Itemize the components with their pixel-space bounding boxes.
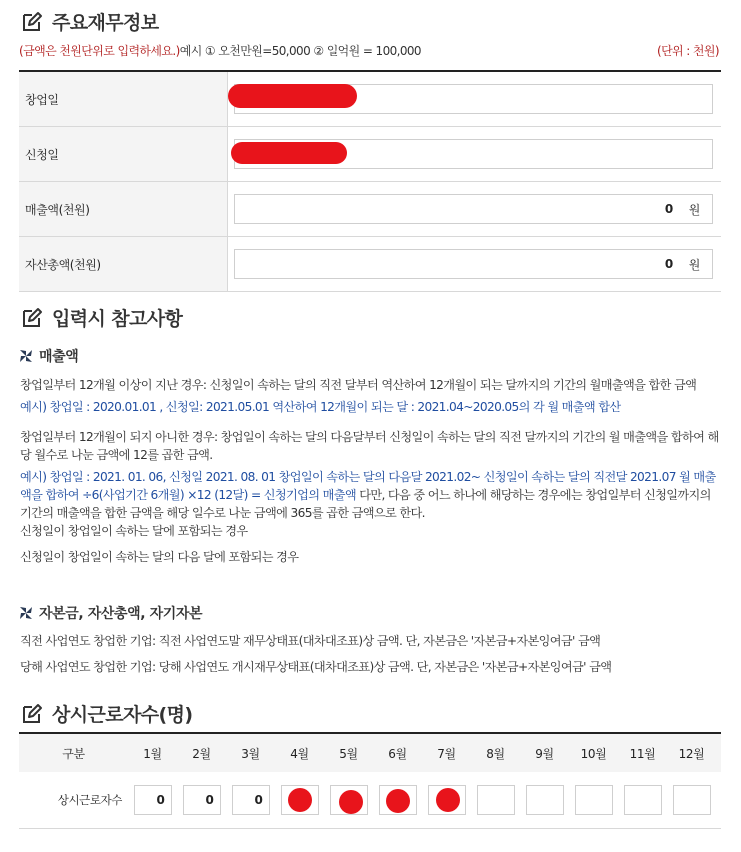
capital-rules: [20, 632, 725, 676]
redaction-mark: [339, 790, 363, 814]
row-application-date: [19, 127, 721, 182]
column-header: 3월: [241, 746, 260, 761]
founding-date-input[interactable]: [234, 84, 713, 114]
case-1: 신청일이 창업일이 속하는 달에 포함되는 경우: [20, 524, 248, 538]
sales-rule-1: [20, 376, 725, 416]
section-title-financial: [20, 8, 159, 35]
row-total-assets: [19, 237, 721, 292]
row-label: 자산총액(천원): [19, 237, 228, 291]
month-10-input[interactable]: [575, 785, 613, 815]
month-3-input[interactable]: 0: [232, 785, 270, 815]
column-header: 10월: [580, 746, 607, 761]
sales-unit: 원: [688, 202, 700, 217]
section-title-text: 입력시 참고사항: [52, 308, 183, 330]
column-header: 8월: [486, 746, 505, 761]
column-header: 12월: [678, 746, 705, 761]
subsection-capital: [20, 603, 202, 623]
month-11-input[interactable]: [624, 785, 662, 815]
month-2-input[interactable]: 0: [183, 785, 221, 815]
row-founding-date: [19, 72, 721, 127]
row-label: 매출액(천원): [19, 182, 228, 236]
financial-info-table: [19, 70, 721, 292]
application-date-input[interactable]: [234, 139, 713, 169]
rule-example: 예시) 창업일 : 2021. 01. 06, 신청일 2021. 08. 01 창업일이 속하는 달의 다음달 2021.02~ 신청일이 속하는 달의 직전달 2021.07 월 매출액을 합하여 ÷6(사업기간 6개월) ×12 (12달) = 신청기업의 매출액: [20, 470, 716, 502]
column-header: 4월: [290, 746, 309, 761]
column-header: 1월: [143, 746, 162, 761]
table-header-row: [19, 734, 721, 772]
table-row: [19, 772, 721, 828]
section-title-text: 주요재무정보: [52, 12, 159, 34]
redaction-mark: [386, 789, 410, 813]
month-5-input[interactable]: [330, 785, 368, 815]
subsection-title: 자본금, 자산총액, 자기자본: [39, 606, 203, 622]
rule-example: 예시) 창업일 : 2020.01.01 , 신청일: 2021.05.01 역산하여 12개월이 되는 달 : 2021.04~2020.05의 각 월 매출액 합산: [20, 400, 621, 414]
column-header: 9월: [535, 746, 554, 761]
sales-input[interactable]: [234, 194, 713, 224]
column-header: 2월: [192, 746, 211, 761]
month-9-input[interactable]: [526, 785, 564, 815]
unit-label: (단위 : 천원): [656, 44, 719, 58]
subsection-title: 매출액: [39, 349, 79, 365]
redaction-mark: [231, 142, 347, 164]
total-assets-input[interactable]: [234, 249, 713, 279]
month-8-input[interactable]: [477, 785, 515, 815]
section-title-text: 상시근로자수(명): [52, 704, 193, 726]
edit-icon: [20, 702, 44, 726]
pinwheel-icon: [20, 350, 32, 362]
rule-text: 직전 사업연도 창업한 기업: 직전 사업연도말 재무상태표(대차대조표)상 금액. 단, 자본금은 '자본금+자본잉여금' 금액: [20, 634, 601, 648]
sales-value: 0: [664, 202, 673, 216]
row-sales: [19, 182, 721, 237]
month-1-input[interactable]: 0: [134, 785, 172, 815]
month-7-input[interactable]: [428, 785, 466, 815]
notice-red-text: (금액은 천원단위로 입력하세요.): [19, 44, 180, 58]
section-title-employees: [20, 700, 192, 727]
row-label: 상시근로자수: [57, 793, 122, 807]
redaction-mark: [436, 788, 460, 812]
column-header: 6월: [388, 746, 407, 761]
total-assets-value: 0: [664, 257, 673, 271]
month-4-input[interactable]: [281, 785, 319, 815]
input-notice: [19, 42, 719, 59]
month-12-input[interactable]: [673, 785, 711, 815]
row-label: 신청일: [19, 127, 228, 181]
redaction-mark: [228, 84, 357, 108]
rule-text: 창업일부터 12개월 이상이 지난 경우: 신청일이 속하는 달의 직전 달부터 역산하여 12개월이 되는 달까지의 기간의 월매출액을 합한 금액: [20, 378, 697, 392]
case-2: 신청일이 창업일이 속하는 달의 다음 달에 포함되는 경우: [20, 550, 299, 564]
rule-tail: 다만, 다음 중 어느 하나에 해당하는 경우에는 창업일부터 신청일까지의 기간의 매출액을 합한 금액을 해당 일수로 나눈 금액에 365를 곱한 금액으로 한다.: [20, 488, 711, 520]
row-label: 창업일: [19, 72, 228, 126]
edit-icon: [20, 10, 44, 34]
notice-example-text: 예시 ① 오천만원=50,000 ② 일억원 = 100,000: [179, 44, 421, 58]
section-title-reference: [20, 304, 182, 331]
redaction-mark: [288, 788, 312, 812]
total-assets-unit: 원: [688, 257, 700, 272]
column-header: 7월: [437, 746, 456, 761]
rule-text: 당해 사업연도 창업한 기업: 당해 사업연도 개시재무상태표(대차대조표)상 금액. 단, 자본금은 '자본금+자본잉여금' 금액: [20, 660, 612, 674]
rule-text: 창업일부터 12개월이 되지 아니한 경우: 창업일이 속하는 달의 다음달부터 신청일이 속하는 달의 직전 달까지의 기간의 월 매출액을 합하여 해당 월수로 나눈 금액에 12를 곱한 금액.: [20, 430, 719, 462]
subsection-sales: [20, 346, 78, 366]
column-header: 구분: [62, 746, 85, 761]
month-6-input[interactable]: [379, 785, 417, 815]
sales-rule-2: [20, 428, 725, 566]
pinwheel-icon: [20, 607, 32, 619]
column-header: 11월: [629, 746, 656, 761]
column-header: 5월: [339, 746, 358, 761]
employee-count-table: [19, 732, 721, 829]
edit-icon: [20, 306, 44, 330]
